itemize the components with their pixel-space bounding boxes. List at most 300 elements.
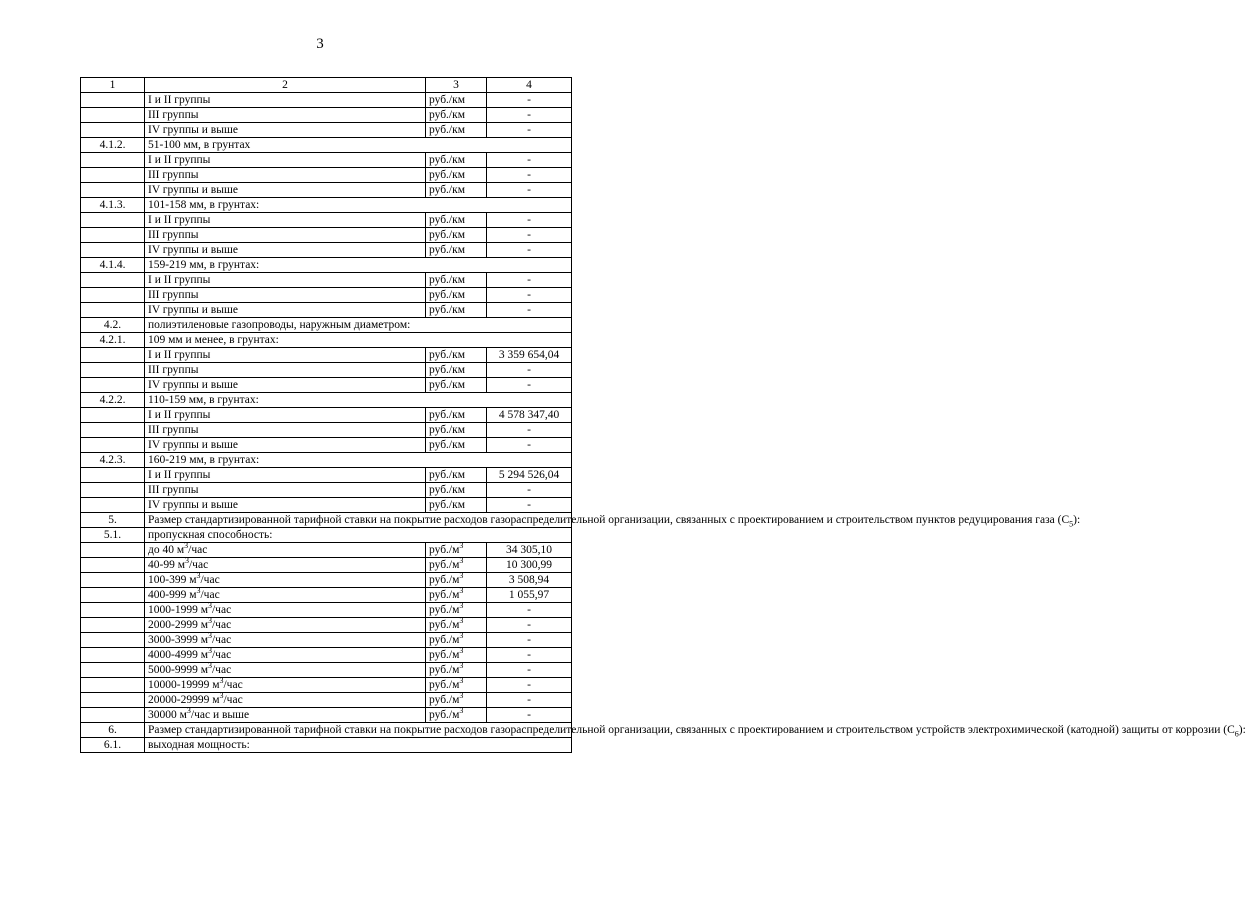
row-unit <box>426 348 487 363</box>
unit-text: руб./км <box>429 154 465 166</box>
table-row <box>81 693 572 708</box>
row-description <box>145 333 572 348</box>
row-value: 4 578 347,40 <box>487 408 572 423</box>
row-number <box>81 183 145 198</box>
row-unit <box>426 243 487 258</box>
description-text: Размер стандартизированной тарифной ставки на покрытие расходов газораспределительной организации, связанных с проектированием и строительством пунктов редуцирования газа (С <box>148 514 1070 526</box>
description-text: выходная мощность: <box>148 739 250 751</box>
table-row <box>81 258 572 273</box>
row-number <box>81 153 145 168</box>
table-row <box>81 438 572 453</box>
description-tail: ): <box>1073 514 1081 526</box>
row-number: 4.2.3. <box>81 453 145 468</box>
table-row <box>81 93 572 108</box>
description-superscript: 3 <box>207 646 212 656</box>
description-superscript: 3 <box>207 661 212 671</box>
row-value: - <box>487 648 572 663</box>
row-number <box>81 288 145 303</box>
description-superscript: 3 <box>207 616 212 626</box>
row-number <box>81 678 145 693</box>
unit-text: руб./м <box>429 544 460 556</box>
row-description <box>145 513 1081 529</box>
description-superscript: 3 <box>219 691 224 701</box>
unit-text: руб./м <box>429 589 460 601</box>
row-number: 6. <box>81 723 145 738</box>
row-value: - <box>487 483 572 498</box>
table-row <box>81 573 572 588</box>
description-text: пропускная способность: <box>148 529 273 541</box>
unit-superscript: 3 <box>459 676 464 686</box>
row-unit <box>426 228 487 243</box>
description-text: 1000-1999 м <box>148 604 208 616</box>
row-number <box>81 438 145 453</box>
row-number <box>81 348 145 363</box>
row-unit <box>426 558 487 573</box>
unit-text: руб./км <box>429 289 465 301</box>
row-number: 6.1. <box>81 738 145 753</box>
row-description <box>145 498 426 513</box>
description-superscript: 3 <box>196 586 201 596</box>
row-description <box>145 558 426 573</box>
row-unit <box>426 468 487 483</box>
table-row <box>81 468 572 483</box>
unit-text: руб./км <box>429 469 465 481</box>
row-number <box>81 618 145 633</box>
row-unit <box>426 408 487 423</box>
row-description <box>145 303 426 318</box>
description-text: I и II группы <box>148 274 211 286</box>
row-value: - <box>487 303 572 318</box>
row-description <box>145 138 572 153</box>
description-superscript: 3 <box>219 676 224 686</box>
unit-text: руб./км <box>429 349 465 361</box>
row-unit <box>426 438 487 453</box>
row-description <box>145 648 426 663</box>
table-row <box>81 738 572 753</box>
row-unit <box>426 423 487 438</box>
unit-text: руб./м <box>429 694 460 706</box>
description-superscript: 3 <box>207 601 212 611</box>
row-value: - <box>487 228 572 243</box>
row-description <box>145 603 426 618</box>
description-text: 30000 м <box>148 709 187 721</box>
unit-superscript: 3 <box>459 706 464 716</box>
table-row <box>81 138 572 153</box>
description-text: 101-158 мм, в грунтах: <box>148 199 260 211</box>
table-row <box>81 723 572 738</box>
unit-text: руб./м <box>429 619 460 631</box>
row-description <box>145 423 426 438</box>
row-unit <box>426 543 487 558</box>
row-number <box>81 558 145 573</box>
description-text: 5000-9999 м <box>148 664 208 676</box>
header-cell: 3 <box>426 78 487 93</box>
row-description <box>145 228 426 243</box>
description-text: IV группы и выше <box>148 379 238 391</box>
unit-superscript: 3 <box>459 646 464 656</box>
row-description <box>145 588 426 603</box>
description-tail: /час <box>200 574 220 586</box>
row-value: - <box>487 603 572 618</box>
row-unit <box>426 633 487 648</box>
row-unit <box>426 273 487 288</box>
row-number <box>81 303 145 318</box>
row-unit <box>426 498 487 513</box>
unit-text: руб./км <box>429 229 465 241</box>
row-description <box>145 348 426 363</box>
description-text: III группы <box>148 229 199 241</box>
row-unit <box>426 303 487 318</box>
row-value: 5 294 526,04 <box>487 468 572 483</box>
description-subscript: 5 <box>1069 519 1074 529</box>
description-tail: /час <box>211 649 232 661</box>
row-unit <box>426 708 487 723</box>
table-row <box>81 243 572 258</box>
row-description <box>145 288 426 303</box>
unit-superscript: 3 <box>459 571 464 581</box>
row-description <box>145 183 426 198</box>
description-tail: ): <box>1238 724 1246 736</box>
description-subscript: 6 <box>1234 729 1239 739</box>
row-description <box>145 723 1246 739</box>
unit-superscript: 3 <box>459 616 464 626</box>
unit-text: руб./м <box>429 664 460 676</box>
row-value: - <box>487 498 572 513</box>
table-row <box>81 228 572 243</box>
description-text: IV группы и выше <box>148 499 238 511</box>
row-description <box>145 393 572 408</box>
table-row <box>81 498 572 513</box>
unit-superscript: 3 <box>459 556 464 566</box>
row-unit <box>426 663 487 678</box>
row-description <box>145 453 572 468</box>
unit-text: руб./м <box>429 679 460 691</box>
unit-text: руб./км <box>429 109 465 121</box>
table-row <box>81 378 572 393</box>
table-row <box>81 273 572 288</box>
row-value: - <box>487 678 572 693</box>
table-row <box>81 453 572 468</box>
table-row <box>81 363 572 378</box>
row-description <box>145 738 572 753</box>
row-description <box>145 243 426 258</box>
description-superscript: 3 <box>207 631 212 641</box>
row-description <box>145 153 426 168</box>
description-text: 40-99 м <box>148 559 185 571</box>
row-number: 4.2.2. <box>81 393 145 408</box>
row-number <box>81 588 145 603</box>
table-row <box>81 198 572 213</box>
row-number <box>81 93 145 108</box>
row-description <box>145 363 426 378</box>
unit-text: руб./км <box>429 214 465 226</box>
table-row <box>81 108 572 123</box>
description-text: III группы <box>148 289 199 301</box>
table-row <box>81 288 572 303</box>
row-description <box>145 378 426 393</box>
unit-text: руб./км <box>429 94 465 106</box>
row-value: - <box>487 123 572 138</box>
table-row <box>81 558 572 573</box>
description-text: до 40 м <box>148 544 185 556</box>
row-number <box>81 498 145 513</box>
row-description <box>145 633 426 648</box>
row-number <box>81 483 145 498</box>
description-tail: /час <box>188 544 208 556</box>
row-description <box>145 438 426 453</box>
row-value: - <box>487 288 572 303</box>
row-value: - <box>487 273 572 288</box>
row-number: 5.1. <box>81 528 145 543</box>
row-description <box>145 468 426 483</box>
row-value: 34 305,10 <box>487 543 572 558</box>
header-cell: 2 <box>145 78 426 93</box>
row-description <box>145 258 572 273</box>
description-superscript: 3 <box>186 706 191 716</box>
description-text: 159-219 мм, в грунтах: <box>148 259 260 271</box>
row-value: - <box>487 663 572 678</box>
row-value: - <box>487 243 572 258</box>
row-unit <box>426 678 487 693</box>
unit-text: руб./км <box>429 124 465 136</box>
row-value: - <box>487 153 572 168</box>
row-number <box>81 378 145 393</box>
row-value: - <box>487 618 572 633</box>
row-description <box>145 318 572 333</box>
unit-text: руб./км <box>429 439 465 451</box>
table-header-row <box>81 78 572 93</box>
description-text: I и II группы <box>148 469 211 481</box>
header-cell: 4 <box>487 78 572 93</box>
description-text: 3000-3999 м <box>148 634 208 646</box>
description-superscript: 3 <box>184 556 189 566</box>
row-description <box>145 108 426 123</box>
table-row <box>81 168 572 183</box>
description-text: I и II группы <box>148 349 211 361</box>
row-unit <box>426 213 487 228</box>
description-text: IV группы и выше <box>148 184 238 196</box>
table-row <box>81 618 572 633</box>
table-row <box>81 663 572 678</box>
description-text: 4000-4999 м <box>148 649 208 661</box>
row-number <box>81 168 145 183</box>
row-number <box>81 603 145 618</box>
row-description <box>145 198 572 213</box>
description-text: IV группы и выше <box>148 304 238 316</box>
description-text: I и II группы <box>148 214 211 226</box>
row-value: - <box>487 423 572 438</box>
row-unit <box>426 573 487 588</box>
row-number <box>81 408 145 423</box>
row-number <box>81 633 145 648</box>
row-description <box>145 123 426 138</box>
row-description <box>145 168 426 183</box>
description-text: 20000-29999 м <box>148 694 220 706</box>
unit-text: руб./м <box>429 604 460 616</box>
row-number: 4.2. <box>81 318 145 333</box>
unit-text: руб./км <box>429 304 465 316</box>
description-text: III группы <box>148 484 199 496</box>
row-number <box>81 648 145 663</box>
row-value: - <box>487 438 572 453</box>
row-unit <box>426 618 487 633</box>
table-row <box>81 213 572 228</box>
row-unit <box>426 93 487 108</box>
unit-text: руб./км <box>429 184 465 196</box>
row-unit <box>426 108 487 123</box>
row-unit <box>426 378 487 393</box>
description-text: 110-159 мм, в грунтах: <box>148 394 259 406</box>
row-unit <box>426 153 487 168</box>
row-value: - <box>487 93 572 108</box>
row-number <box>81 363 145 378</box>
description-tail: /час <box>211 619 232 631</box>
row-description <box>145 408 426 423</box>
description-text: 2000-2999 м <box>148 619 208 631</box>
description-superscript: 3 <box>196 571 201 581</box>
row-description <box>145 483 426 498</box>
description-text: I и II группы <box>148 94 211 106</box>
unit-text: руб./м <box>429 574 460 586</box>
unit-text: руб./км <box>429 244 465 256</box>
table-row <box>81 318 572 333</box>
description-text: 400-999 м <box>148 589 197 601</box>
unit-text: руб./м <box>429 559 460 571</box>
description-text: 109 мм и менее, в грунтах: <box>148 334 279 346</box>
description-tail: /час <box>200 589 220 601</box>
description-superscript: 3 <box>184 541 189 551</box>
unit-superscript: 3 <box>459 601 464 611</box>
unit-text: руб./м <box>429 634 460 646</box>
unit-text: руб./км <box>429 424 465 436</box>
row-number <box>81 708 145 723</box>
row-number <box>81 663 145 678</box>
table-row <box>81 678 572 693</box>
description-text: III группы <box>148 424 199 436</box>
row-value: - <box>487 693 572 708</box>
row-description <box>145 663 426 678</box>
table-row <box>81 348 572 363</box>
row-description <box>145 93 426 108</box>
unit-text: руб./км <box>429 409 465 421</box>
description-text: IV группы и выше <box>148 439 238 451</box>
row-number <box>81 123 145 138</box>
row-value: - <box>487 183 572 198</box>
unit-superscript: 3 <box>459 631 464 641</box>
unit-text: руб./км <box>429 274 465 286</box>
row-number <box>81 693 145 708</box>
row-number <box>81 468 145 483</box>
unit-superscript: 3 <box>459 661 464 671</box>
table-row <box>81 648 572 663</box>
row-value: - <box>487 108 572 123</box>
header-cell: 1 <box>81 78 145 93</box>
unit-text: руб./км <box>429 364 465 376</box>
description-text: I и II группы <box>148 154 211 166</box>
row-number <box>81 423 145 438</box>
description-tail: /час <box>211 664 232 676</box>
unit-text: руб./км <box>429 484 465 496</box>
row-number <box>81 213 145 228</box>
tariff-table <box>80 77 1246 753</box>
row-value: 10 300,99 <box>487 558 572 573</box>
description-tail: /час <box>188 559 209 571</box>
unit-text: руб./м <box>429 649 460 661</box>
row-value: 1 055,97 <box>487 588 572 603</box>
table-row <box>81 483 572 498</box>
row-value: - <box>487 708 572 723</box>
description-text: 100-399 м <box>148 574 197 586</box>
row-description <box>145 678 426 693</box>
row-value: - <box>487 168 572 183</box>
row-number: 5. <box>81 513 145 528</box>
row-unit <box>426 483 487 498</box>
row-unit <box>426 693 487 708</box>
row-unit <box>426 288 487 303</box>
unit-text: руб./км <box>429 169 465 181</box>
row-description <box>145 273 426 288</box>
description-text: I и II группы <box>148 409 211 421</box>
row-number <box>81 108 145 123</box>
row-value: - <box>487 633 572 648</box>
row-number <box>81 228 145 243</box>
row-value: 3 508,94 <box>487 573 572 588</box>
unit-text: руб./км <box>429 499 465 511</box>
table-row <box>81 153 572 168</box>
description-tail: /час и выше <box>190 709 250 721</box>
table-row <box>81 603 572 618</box>
row-number: 4.2.1. <box>81 333 145 348</box>
description-text: 10000-19999 м <box>148 679 220 691</box>
row-number: 4.1.3. <box>81 198 145 213</box>
unit-superscript: 3 <box>459 691 464 701</box>
row-unit <box>426 123 487 138</box>
row-description <box>145 618 426 633</box>
unit-text: руб./км <box>429 379 465 391</box>
row-description <box>145 528 572 543</box>
table-row <box>81 633 572 648</box>
row-value: 3 359 654,04 <box>487 348 572 363</box>
description-text: полиэтиленовые газопроводы, наружным диаметром: <box>148 319 411 331</box>
row-number <box>81 543 145 558</box>
row-number <box>81 243 145 258</box>
row-unit <box>426 183 487 198</box>
description-text: IV группы и выше <box>148 244 238 256</box>
page-number: 3 <box>316 36 324 52</box>
table-row <box>81 588 572 603</box>
row-description <box>145 573 426 588</box>
table-row <box>81 528 572 543</box>
row-unit <box>426 648 487 663</box>
description-text: Размер стандартизированной тарифной ставки на покрытие расходов газораспределительной организации, связанных с проектированием и строительством устройств электрохимической (катодной) защиты от коррозии (С <box>148 724 1235 736</box>
table-row <box>81 303 572 318</box>
row-number: 4.1.4. <box>81 258 145 273</box>
row-unit <box>426 588 487 603</box>
table-row <box>81 513 572 528</box>
description-tail: /час <box>211 634 232 646</box>
row-value: - <box>487 378 572 393</box>
row-description <box>145 708 426 723</box>
row-unit <box>426 363 487 378</box>
row-number: 4.1.2. <box>81 138 145 153</box>
table-row <box>81 183 572 198</box>
row-value: - <box>487 213 572 228</box>
row-number <box>81 573 145 588</box>
row-unit <box>426 603 487 618</box>
description-text: 51-100 мм, в грунтах <box>148 139 251 151</box>
description-tail: /час <box>211 604 232 616</box>
unit-text: руб./м <box>429 709 460 721</box>
